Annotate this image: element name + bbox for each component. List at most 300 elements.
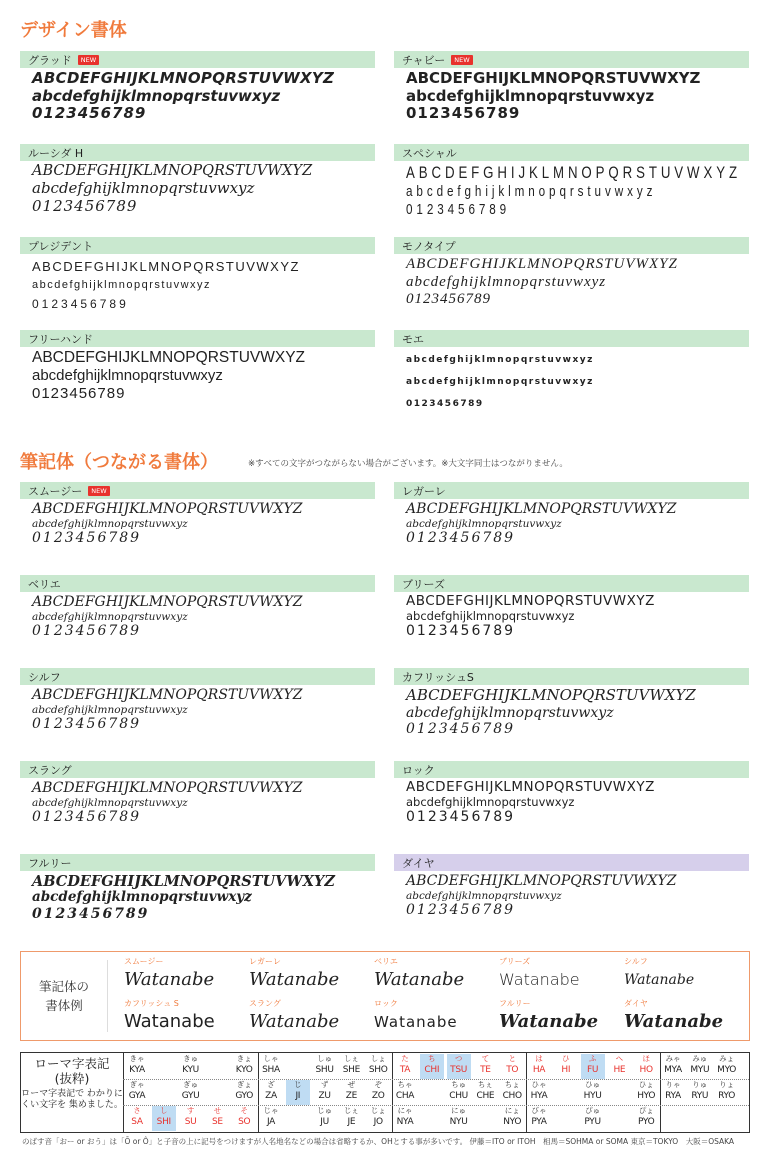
romaji-cell xyxy=(205,1106,229,1131)
sample-lower: abcdefghijklmnopqrstuvwxyz xyxy=(406,183,657,201)
romaji-latin: FU xyxy=(587,1065,599,1075)
romaji-latin: HYU xyxy=(583,1091,602,1101)
romaji-latin: ZU xyxy=(318,1091,331,1101)
sample-digits: 0123456789 xyxy=(406,291,491,308)
romaji-cell xyxy=(607,1106,631,1131)
romaji-cell xyxy=(125,1054,149,1079)
examples-label-line2: 書体例 xyxy=(45,998,83,1013)
romaji-kana: ぎゃ xyxy=(129,1080,145,1089)
font-name: シルフ xyxy=(28,670,61,684)
romaji-kana: にゅ xyxy=(451,1106,467,1115)
sample-digits: 0123456789 xyxy=(406,623,516,640)
sample-digits: 0123456789 xyxy=(406,901,516,918)
sample-lower: abcdefghijklmnopqrstuvwxyz xyxy=(406,608,575,623)
romaji-kana: ぜ xyxy=(347,1080,356,1089)
example-breeze xyxy=(499,956,624,993)
sample-upper: ABCDEFGHIJKLMNOPQRSTUVWXYZ xyxy=(32,163,313,179)
romaji-cell xyxy=(313,1080,337,1105)
example-word: Watanabe xyxy=(499,1011,599,1032)
romaji-latin: JE xyxy=(347,1117,356,1127)
romaji-cell xyxy=(500,1080,524,1105)
font-name: グラッド xyxy=(28,53,72,67)
romaji-cell xyxy=(634,1080,658,1105)
romaji-latin: TA xyxy=(399,1065,411,1075)
romaji-cell xyxy=(420,1054,444,1079)
romaji-kana: きょ xyxy=(236,1054,252,1063)
romaji-kana: ひゅ xyxy=(585,1080,601,1089)
romaji-kana: せ xyxy=(213,1106,222,1115)
font-name-bar xyxy=(20,482,375,499)
font-name-bar xyxy=(20,144,375,161)
example-font-name: ダイヤ xyxy=(624,999,648,1008)
sample-digits: 0123456789 xyxy=(406,399,484,409)
example-word: Watanabe xyxy=(499,970,580,989)
romaji-latin: GYO xyxy=(235,1091,254,1101)
font-card-smoothie xyxy=(20,482,375,546)
romaji-kana: ひ xyxy=(562,1054,570,1063)
romaji-kana: しゃ xyxy=(263,1054,279,1063)
romaji-latin: SU xyxy=(184,1117,197,1127)
font-name-bar xyxy=(20,330,375,347)
romaji-cell xyxy=(286,1054,310,1079)
sample-lower: abcdefghijklmnopqrstuvwxyz xyxy=(32,889,252,906)
romaji-cell xyxy=(688,1054,712,1079)
romaji-kana: ちぇ xyxy=(477,1080,493,1089)
font-name: フルリー xyxy=(28,856,72,870)
font-card-glad xyxy=(20,51,375,123)
example-diamond xyxy=(624,998,749,1035)
sample-digits: 0123456789 xyxy=(406,104,521,123)
romaji-latin: MYA xyxy=(664,1065,682,1075)
font-name-bar xyxy=(394,761,749,778)
sample-digits: 0123456789 xyxy=(32,104,147,123)
romaji-latin: NYA xyxy=(396,1117,414,1127)
font-card-rock xyxy=(394,761,749,826)
sample-lower: abcdefghijklmnopqrstuvwxyz xyxy=(32,179,255,198)
romaji-cell xyxy=(232,1054,256,1079)
sample-lower: abcdefghijklmnopqrstuvwxyz xyxy=(32,610,188,623)
romaji-latin: HO xyxy=(639,1065,653,1075)
romaji-latin: ZE xyxy=(345,1091,358,1101)
romaji-latin: SE xyxy=(211,1117,223,1127)
font-name: レガーレ xyxy=(402,484,446,498)
romaji-cell xyxy=(232,1106,256,1131)
example-word: Watanabe xyxy=(124,1011,215,1032)
romaji-kana: りょ xyxy=(719,1080,735,1089)
example-word: Watanabe xyxy=(374,1013,458,1031)
font-name-bar xyxy=(20,237,375,254)
sample-lower: abcdefghijklmnopqrstuvwxyz xyxy=(32,517,188,530)
font-card-regale xyxy=(394,482,749,546)
sample-upper: ABCDEFGHIJKLMNOPQRSTUVWXYZ xyxy=(406,779,655,795)
sample-lower: abcdefghijklmnopqrstuvwxyz xyxy=(32,86,281,105)
romaji-cell xyxy=(715,1054,739,1079)
example-fleury xyxy=(499,998,624,1035)
romaji-cell xyxy=(688,1106,712,1131)
sample-digits: 0123456789 xyxy=(32,622,142,639)
romaji-cell xyxy=(607,1054,631,1079)
font-card-diamond xyxy=(394,854,749,918)
romaji-cell xyxy=(286,1080,310,1105)
example-slang xyxy=(249,998,374,1035)
romaji-cell xyxy=(447,1106,471,1131)
romaji-cell xyxy=(313,1054,337,1079)
romaji-latin: SHA xyxy=(262,1065,280,1075)
romaji-latin: JU xyxy=(320,1117,329,1127)
font-name-bar xyxy=(394,51,749,68)
romaji-cell xyxy=(420,1106,444,1131)
font-name: ベリエ xyxy=(28,577,61,591)
romaji-kana: しゅ xyxy=(317,1054,333,1063)
example-rock xyxy=(374,998,499,1035)
romaji-cell xyxy=(259,1106,283,1131)
romaji-kana: て xyxy=(481,1054,490,1063)
romaji-latin: KYU xyxy=(182,1065,199,1075)
font-card-chubby xyxy=(394,51,749,123)
sample-lower: abcdefghijklmnopqrstuvwxyz xyxy=(32,703,188,716)
romaji-latin: RYA xyxy=(665,1091,681,1101)
romaji-kana: ほ xyxy=(642,1054,650,1063)
romaji-kana: す xyxy=(186,1106,195,1115)
romaji-description: ローマ字表記で わかりにくい文字を 集めました。 xyxy=(21,1089,123,1110)
romaji-cell xyxy=(715,1106,739,1131)
sample-lower: abcdefghijklmnopqrstuvwxyz xyxy=(406,889,562,902)
sample-lower: abcdefghijklmnopqrstuvwxyz xyxy=(406,704,614,721)
new-badge: NEW xyxy=(78,55,99,65)
romaji-cell xyxy=(554,1080,578,1105)
sample-upper: abcdefghijklmnopqrstuvwxyz xyxy=(406,355,594,365)
romaji-cell xyxy=(232,1080,256,1105)
romaji-kana: そ xyxy=(240,1106,248,1115)
romaji-latin: JO xyxy=(373,1117,383,1127)
examples-label-line1: 筆記体の xyxy=(38,979,89,994)
design-section-title: デザイン書体 xyxy=(20,20,127,41)
romaji-kana: ぞ xyxy=(374,1080,382,1089)
sample-upper: ABCDEFGHIJKLMNOPQRSTUVWXYZ xyxy=(32,69,335,87)
script-section-title: 筆記体（つながる書体） xyxy=(20,452,218,473)
font-card-lucida xyxy=(20,144,375,215)
romaji-kana: ぎょ xyxy=(236,1080,252,1089)
footnote: のばす音「おー or おう」は「Ō or Ô」と子音の上に記号をつけますが人名地名などの場合は省略するか、OHとする事が多いです。 伊藤＝ITO or ITOH 相馬＝SOHMA or SOMA 東京＝TOKYO 大阪＝OSAKA xyxy=(22,1137,735,1146)
romaji-cell xyxy=(420,1080,444,1105)
font-name-bar xyxy=(394,854,749,871)
example-font-name: レガーレ xyxy=(249,957,281,966)
examples-label xyxy=(21,952,107,1040)
sample-upper: ABCDEFGHIJKLMNOPQRSTUVWXYZ xyxy=(406,69,701,87)
romaji-latin: KYO xyxy=(235,1065,253,1075)
romaji-cell xyxy=(447,1054,471,1079)
romaji-latin: SHO xyxy=(368,1065,388,1075)
romaji-kana: じぇ xyxy=(343,1106,359,1115)
romaji-latin: CHU xyxy=(449,1091,468,1101)
romaji-kana: さ xyxy=(133,1106,141,1115)
romaji-cell xyxy=(500,1106,524,1131)
sample-upper: ABCDEFGHIJKLMNOPQRSTUVWXYZ xyxy=(406,686,696,704)
example-font-name: フルリー xyxy=(499,999,531,1008)
sample-digits: 0123456789 xyxy=(406,721,516,738)
example-sylph xyxy=(624,956,749,993)
romaji-kana: ち xyxy=(428,1054,436,1063)
sample-digits: 0123456789 xyxy=(32,715,142,732)
new-badge: NEW xyxy=(88,486,109,496)
romaji-latin: TSU xyxy=(450,1065,468,1075)
romaji-cell xyxy=(688,1080,712,1105)
romaji-latin: ZO xyxy=(371,1091,385,1101)
romaji-cell xyxy=(125,1106,149,1131)
romaji-kana: にょ xyxy=(504,1106,520,1115)
romaji-cell xyxy=(581,1106,605,1131)
romaji-cell xyxy=(366,1106,390,1131)
font-name: ロック xyxy=(402,763,435,777)
font-name-bar xyxy=(394,668,749,685)
sample-digits: 0123456789 xyxy=(406,809,516,826)
font-card-sylph xyxy=(20,668,375,732)
sample-upper: ABCDEFGHIJKLMNOPQRSTUVWXYZ xyxy=(32,780,303,796)
romaji-cell xyxy=(473,1106,497,1131)
romaji-cell xyxy=(634,1054,658,1079)
example-word: Watanabe xyxy=(624,972,695,988)
romaji-cell xyxy=(259,1054,283,1079)
sample-upper: ABCDEFGHIJKLMNOPQRSTUVWXYZ xyxy=(32,594,303,610)
romaji-kana: と xyxy=(508,1054,516,1063)
romaji-kana: じ xyxy=(294,1080,302,1089)
romaji-kana: ぴょ xyxy=(638,1106,654,1115)
romaji-kana: みゃ xyxy=(665,1054,681,1063)
romaji-latin: MYO xyxy=(717,1065,737,1075)
sample-lower: abcdefghijklmnopqrstuvwxyz xyxy=(406,794,575,809)
romaji-latin: NYU xyxy=(449,1117,468,1127)
romaji-subtitle: (抜粋) xyxy=(54,1071,90,1086)
font-name: モノタイプ xyxy=(402,239,456,253)
sample-digits: 0123456789 xyxy=(32,384,126,402)
font-name-bar xyxy=(20,51,375,68)
font-name-bar xyxy=(394,330,749,347)
script-examples-box xyxy=(20,951,750,1041)
romaji-latin: PYA xyxy=(531,1117,547,1127)
sample-upper: ABCDEFGHIJKLMNOPQRSTUVWXYZ xyxy=(32,873,335,890)
font-card-moe xyxy=(394,330,749,415)
font-card-breeze xyxy=(394,575,749,640)
sample-upper: ABCDEFGHIJKLMNOPQRSTUVWXYZ xyxy=(406,256,678,272)
example-word: Watanabe xyxy=(249,1011,340,1032)
romaji-kana: ひょ xyxy=(638,1080,654,1089)
sample-upper: ABCDEFGHIJKLMNOPQRSTUVWXYZ xyxy=(32,501,303,517)
sample-digits: 0123456789 xyxy=(406,200,511,218)
sample-upper: ABCDEFGHIJKLMNOPQRSTUVWXYZ xyxy=(32,259,300,274)
romaji-cell xyxy=(339,1054,363,1079)
romaji-cell xyxy=(152,1054,176,1079)
sample-upper: ABCDEFGHIJKLMNOPQRSTUVWXYZ xyxy=(406,501,677,517)
font-name: スペシャル xyxy=(402,146,457,160)
romaji-latin: HYA xyxy=(530,1091,548,1101)
romaji-cell xyxy=(607,1080,631,1105)
romaji-cell xyxy=(179,1080,203,1105)
example-smoothie xyxy=(124,956,249,993)
romaji-cell xyxy=(393,1054,417,1079)
romaji-kana: しょ xyxy=(370,1054,386,1063)
romaji-kana: ひゃ xyxy=(531,1080,547,1089)
romaji-latin: RYU xyxy=(691,1091,709,1101)
romaji-kana: りゅ xyxy=(692,1080,708,1089)
romaji-cell xyxy=(581,1080,605,1105)
romaji-cell xyxy=(500,1054,524,1079)
romaji-kana: つ xyxy=(454,1054,463,1063)
divider xyxy=(107,960,108,1032)
romaji-kana: ちゅ xyxy=(451,1080,467,1089)
sample-upper: ABCDEFGHIJKLMNOPQRSTUVWXYZ xyxy=(32,687,303,703)
romaji-kana: ちょ xyxy=(504,1080,520,1089)
example-font-name: ロック xyxy=(374,999,398,1008)
romaji-kana: きゃ xyxy=(129,1054,145,1063)
sample-lower: abcdefghijklmnopqrstuvwxyz xyxy=(406,377,594,387)
example-word: Watanabe xyxy=(374,969,465,990)
romaji-kana: へ xyxy=(615,1054,624,1063)
romaji-latin: NYO xyxy=(503,1117,522,1127)
romaji-kana: ざ xyxy=(267,1080,275,1089)
romaji-kana: ちゃ xyxy=(397,1080,413,1089)
romaji-latin: HYO xyxy=(637,1091,656,1101)
example-word: Watanabe xyxy=(249,969,340,990)
romaji-kana: は xyxy=(535,1054,543,1063)
sample-lower: abcdefghijklmnopqrstuvwxyz xyxy=(32,279,212,292)
font-card-berrie xyxy=(20,575,375,639)
romaji-cell xyxy=(447,1080,471,1105)
font-name: プレジデント xyxy=(28,239,94,253)
sample-digits: 0123456789 xyxy=(32,196,138,215)
romaji-latin: SO xyxy=(238,1117,251,1127)
romaji-kana: ふ xyxy=(588,1054,597,1063)
script-note: ※すべての文字がつながらない場合がございます。※大文字同士はつながりません。 xyxy=(248,459,568,469)
font-name-bar xyxy=(20,761,375,778)
font-name: フリーハンド xyxy=(28,332,94,346)
font-name: カフリッシュS xyxy=(402,670,474,684)
romaji-kana: みゅ xyxy=(692,1054,708,1063)
sample-digits: 0123456789 xyxy=(406,529,516,546)
romaji-latin: JA xyxy=(266,1117,276,1127)
romaji-latin: MYU xyxy=(690,1065,710,1075)
romaji-cell xyxy=(339,1106,363,1131)
example-font-name: シルフ xyxy=(624,957,648,966)
romaji-kana: りゃ xyxy=(665,1080,681,1089)
romaji-cell xyxy=(473,1054,497,1079)
romaji-kana: じゃ xyxy=(263,1106,279,1115)
example-word: Watanabe xyxy=(624,1011,724,1032)
romaji-kana: びゃ xyxy=(531,1106,547,1115)
romaji-latin: HI xyxy=(561,1065,571,1075)
example-font-name: スラング xyxy=(249,999,281,1008)
font-name: チャビー xyxy=(402,53,446,67)
sample-digits: 0123456789 xyxy=(32,906,150,923)
romaji-kana: た xyxy=(401,1054,409,1063)
romaji-cell xyxy=(581,1054,605,1079)
romaji-latin: HE xyxy=(613,1065,626,1075)
sample-digits: 0123456789 xyxy=(32,297,129,312)
sample-lower: abcdefghijklmnopqrstuvwxyz xyxy=(32,367,223,385)
font-name: ダイヤ xyxy=(402,856,435,870)
romaji-latin: PYU xyxy=(584,1117,601,1127)
font-card-slang xyxy=(20,761,375,825)
font-card-freehand xyxy=(20,330,375,403)
font-name: スラング xyxy=(28,763,72,777)
romaji-cell xyxy=(259,1080,283,1105)
romaji-cell xyxy=(393,1106,417,1131)
romaji-cell xyxy=(286,1106,310,1131)
font-name: ルーシダ H xyxy=(28,146,84,160)
romaji-table xyxy=(20,1052,750,1133)
sample-digits: 0123456789 xyxy=(32,529,142,546)
romaji-latin: TO xyxy=(506,1065,519,1075)
romaji-cell xyxy=(125,1080,149,1105)
romaji-cell xyxy=(554,1106,578,1131)
font-card-special xyxy=(394,144,749,218)
romaji-latin: GYA xyxy=(128,1091,146,1101)
romaji-latin: CHO xyxy=(502,1091,522,1101)
romaji-cell xyxy=(152,1106,176,1131)
romaji-kana: ぎゅ xyxy=(183,1080,199,1089)
romaji-kana: じゅ xyxy=(317,1106,333,1115)
romaji-latin: CHA xyxy=(395,1091,415,1101)
new-badge: NEW xyxy=(451,55,472,65)
example-font-name: スムージー xyxy=(124,957,164,966)
romaji-cell xyxy=(661,1080,685,1105)
romaji-cell xyxy=(634,1106,658,1131)
sample-upper: ABCDEFGHIJKLMNOPQRSTUVWXYZ xyxy=(406,873,677,889)
font-card-president xyxy=(20,237,375,311)
sample-lower: abcdefghijklmnopqrstuvwxyz xyxy=(406,273,607,290)
font-name: スムージー xyxy=(28,484,83,498)
romaji-kana: しぇ xyxy=(343,1054,359,1063)
romaji-latin: JI xyxy=(295,1091,301,1101)
font-name-bar xyxy=(20,854,375,871)
romaji-kana: にゃ xyxy=(397,1106,413,1115)
font-name-bar xyxy=(20,668,375,685)
romaji-kana: し xyxy=(160,1106,168,1115)
romaji-cell xyxy=(554,1054,578,1079)
font-name-bar xyxy=(394,144,749,161)
font-card-fleury xyxy=(20,854,375,923)
example-berrie xyxy=(374,956,499,993)
example-caflisch xyxy=(124,998,249,1035)
example-font-name: ベリエ xyxy=(374,957,398,966)
sample-lower: abcdefghijklmnopqrstuvwxyz xyxy=(406,517,562,530)
romaji-kana: ぴゅ xyxy=(585,1106,601,1115)
romaji-cell xyxy=(313,1106,337,1131)
font-name-bar xyxy=(394,482,749,499)
romaji-cell xyxy=(393,1080,417,1105)
romaji-kana: ず xyxy=(320,1080,329,1089)
romaji-cell xyxy=(366,1054,390,1079)
example-font-name: カフリッシュ S xyxy=(124,999,179,1008)
romaji-kana: きゅ xyxy=(183,1054,199,1063)
romaji-cell xyxy=(661,1054,685,1079)
romaji-cell xyxy=(339,1080,363,1105)
romaji-label xyxy=(21,1053,124,1132)
romaji-latin: TE xyxy=(480,1065,491,1075)
romaji-latin: HA xyxy=(532,1065,546,1075)
romaji-kana: じょ xyxy=(370,1106,386,1115)
example-regale xyxy=(249,956,374,993)
romaji-latin: SHE xyxy=(342,1065,361,1075)
romaji-cell xyxy=(205,1080,229,1105)
sample-lower: abcdefghijklmnopqrstuvwxyz xyxy=(406,86,655,105)
romaji-latin: CHE xyxy=(476,1091,495,1101)
romaji-latin: SA xyxy=(131,1117,143,1127)
romaji-cell xyxy=(527,1080,551,1105)
romaji-cell xyxy=(715,1080,739,1105)
romaji-cell xyxy=(366,1080,390,1105)
font-name-bar xyxy=(394,237,749,254)
romaji-latin: PYO xyxy=(637,1117,655,1127)
